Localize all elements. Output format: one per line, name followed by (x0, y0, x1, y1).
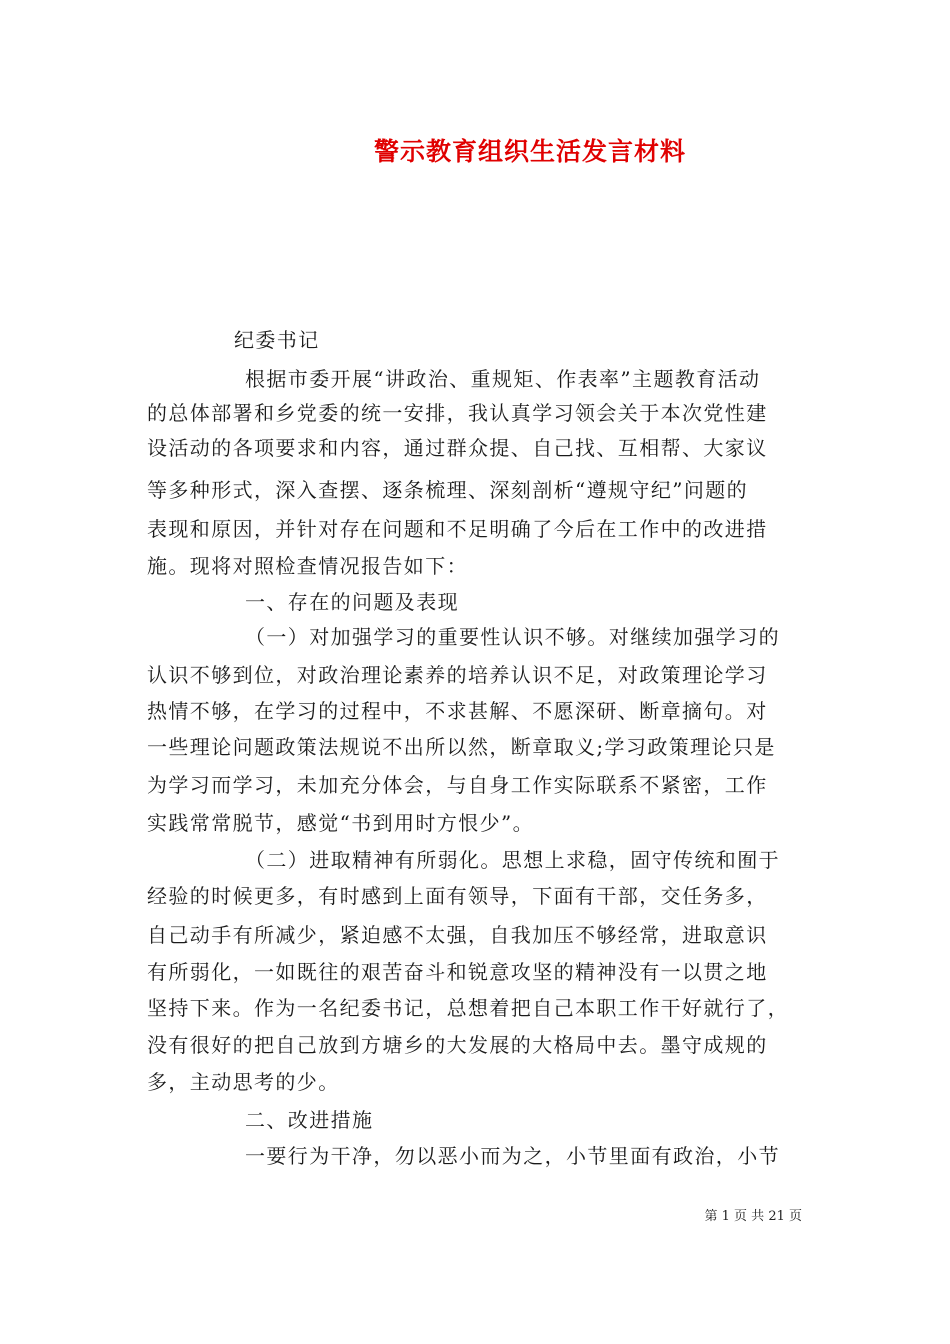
body-line: 经验的时候更多，有时感到上面有领导，下面有干部，交任务多， (147, 884, 768, 908)
author-line: 纪委书记 (234, 328, 320, 352)
body-line: （一）对加强学习的重要性认识不够。对继续加强学习的 (245, 625, 780, 649)
section-heading: 一、存在的问题及表现 (245, 590, 459, 614)
body-line: 实践常常脱节，感觉“书到用时方恨少”。 (147, 811, 535, 835)
page-number: 第 1 页 共 21 页 (704, 1209, 802, 1224)
body-line: 施。现将对照检查情况报告如下： (147, 554, 468, 578)
body-line: 自己动手有所减少，紧迫感不太强，自我加压不够经常，进取意识 (147, 923, 768, 947)
body-line: 有所弱化，一如既往的艰苦奋斗和锐意攻坚的精神没有一以贯之地 (147, 960, 768, 984)
body-line: 一些理论问题政策法规说不出所以然，断章取义;学习政策理论只是 (147, 735, 776, 759)
body-line: 一要行为干净，勿以恶小而为之，小节里面有政治，小节 (245, 1144, 780, 1168)
body-line: 根据市委开展“讲政治、重规矩、作表率”主题教育活动 (245, 367, 761, 391)
body-line: （二）进取精神有所弱化。思想上求稳，固守传统和囿于 (245, 848, 780, 872)
body-line: 等多种形式，深入查摆、逐条梳理、深刻剖析“遵规守纪”问题的 (147, 478, 749, 502)
section-heading: 二、改进措施 (245, 1108, 374, 1132)
document-title: 警示教育组织生活发言材料 (373, 137, 686, 166)
body-line: 为学习而学习，未加充分体会，与自身工作实际联系不紧密，工作 (147, 773, 768, 797)
body-line: 坚持下来。作为一名纪委书记，总想着把自己本职工作干好就行了， (147, 996, 789, 1020)
body-line: 认识不够到位，对政治理论素养的培养认识不足，对政策理论学习 (147, 663, 768, 687)
body-line: 表现和原因，并针对存在问题和不足明确了今后在工作中的改进措 (147, 517, 768, 541)
body-line: 设活动的各项要求和内容，通过群众提、自己找、互相帮、大家议 (147, 436, 768, 460)
body-line: 热情不够，在学习的过程中，不求甚解、不愿深研、断章摘句。对 (147, 699, 768, 723)
body-line: 没有很好的把自己放到方塘乡的大发展的大格局中去。墨守成规的 (147, 1033, 768, 1057)
body-line: 多，主动思考的少。 (147, 1070, 340, 1094)
body-line: 的总体部署和乡党委的统一安排，我认真学习领会关于本次党性建 (147, 401, 768, 425)
